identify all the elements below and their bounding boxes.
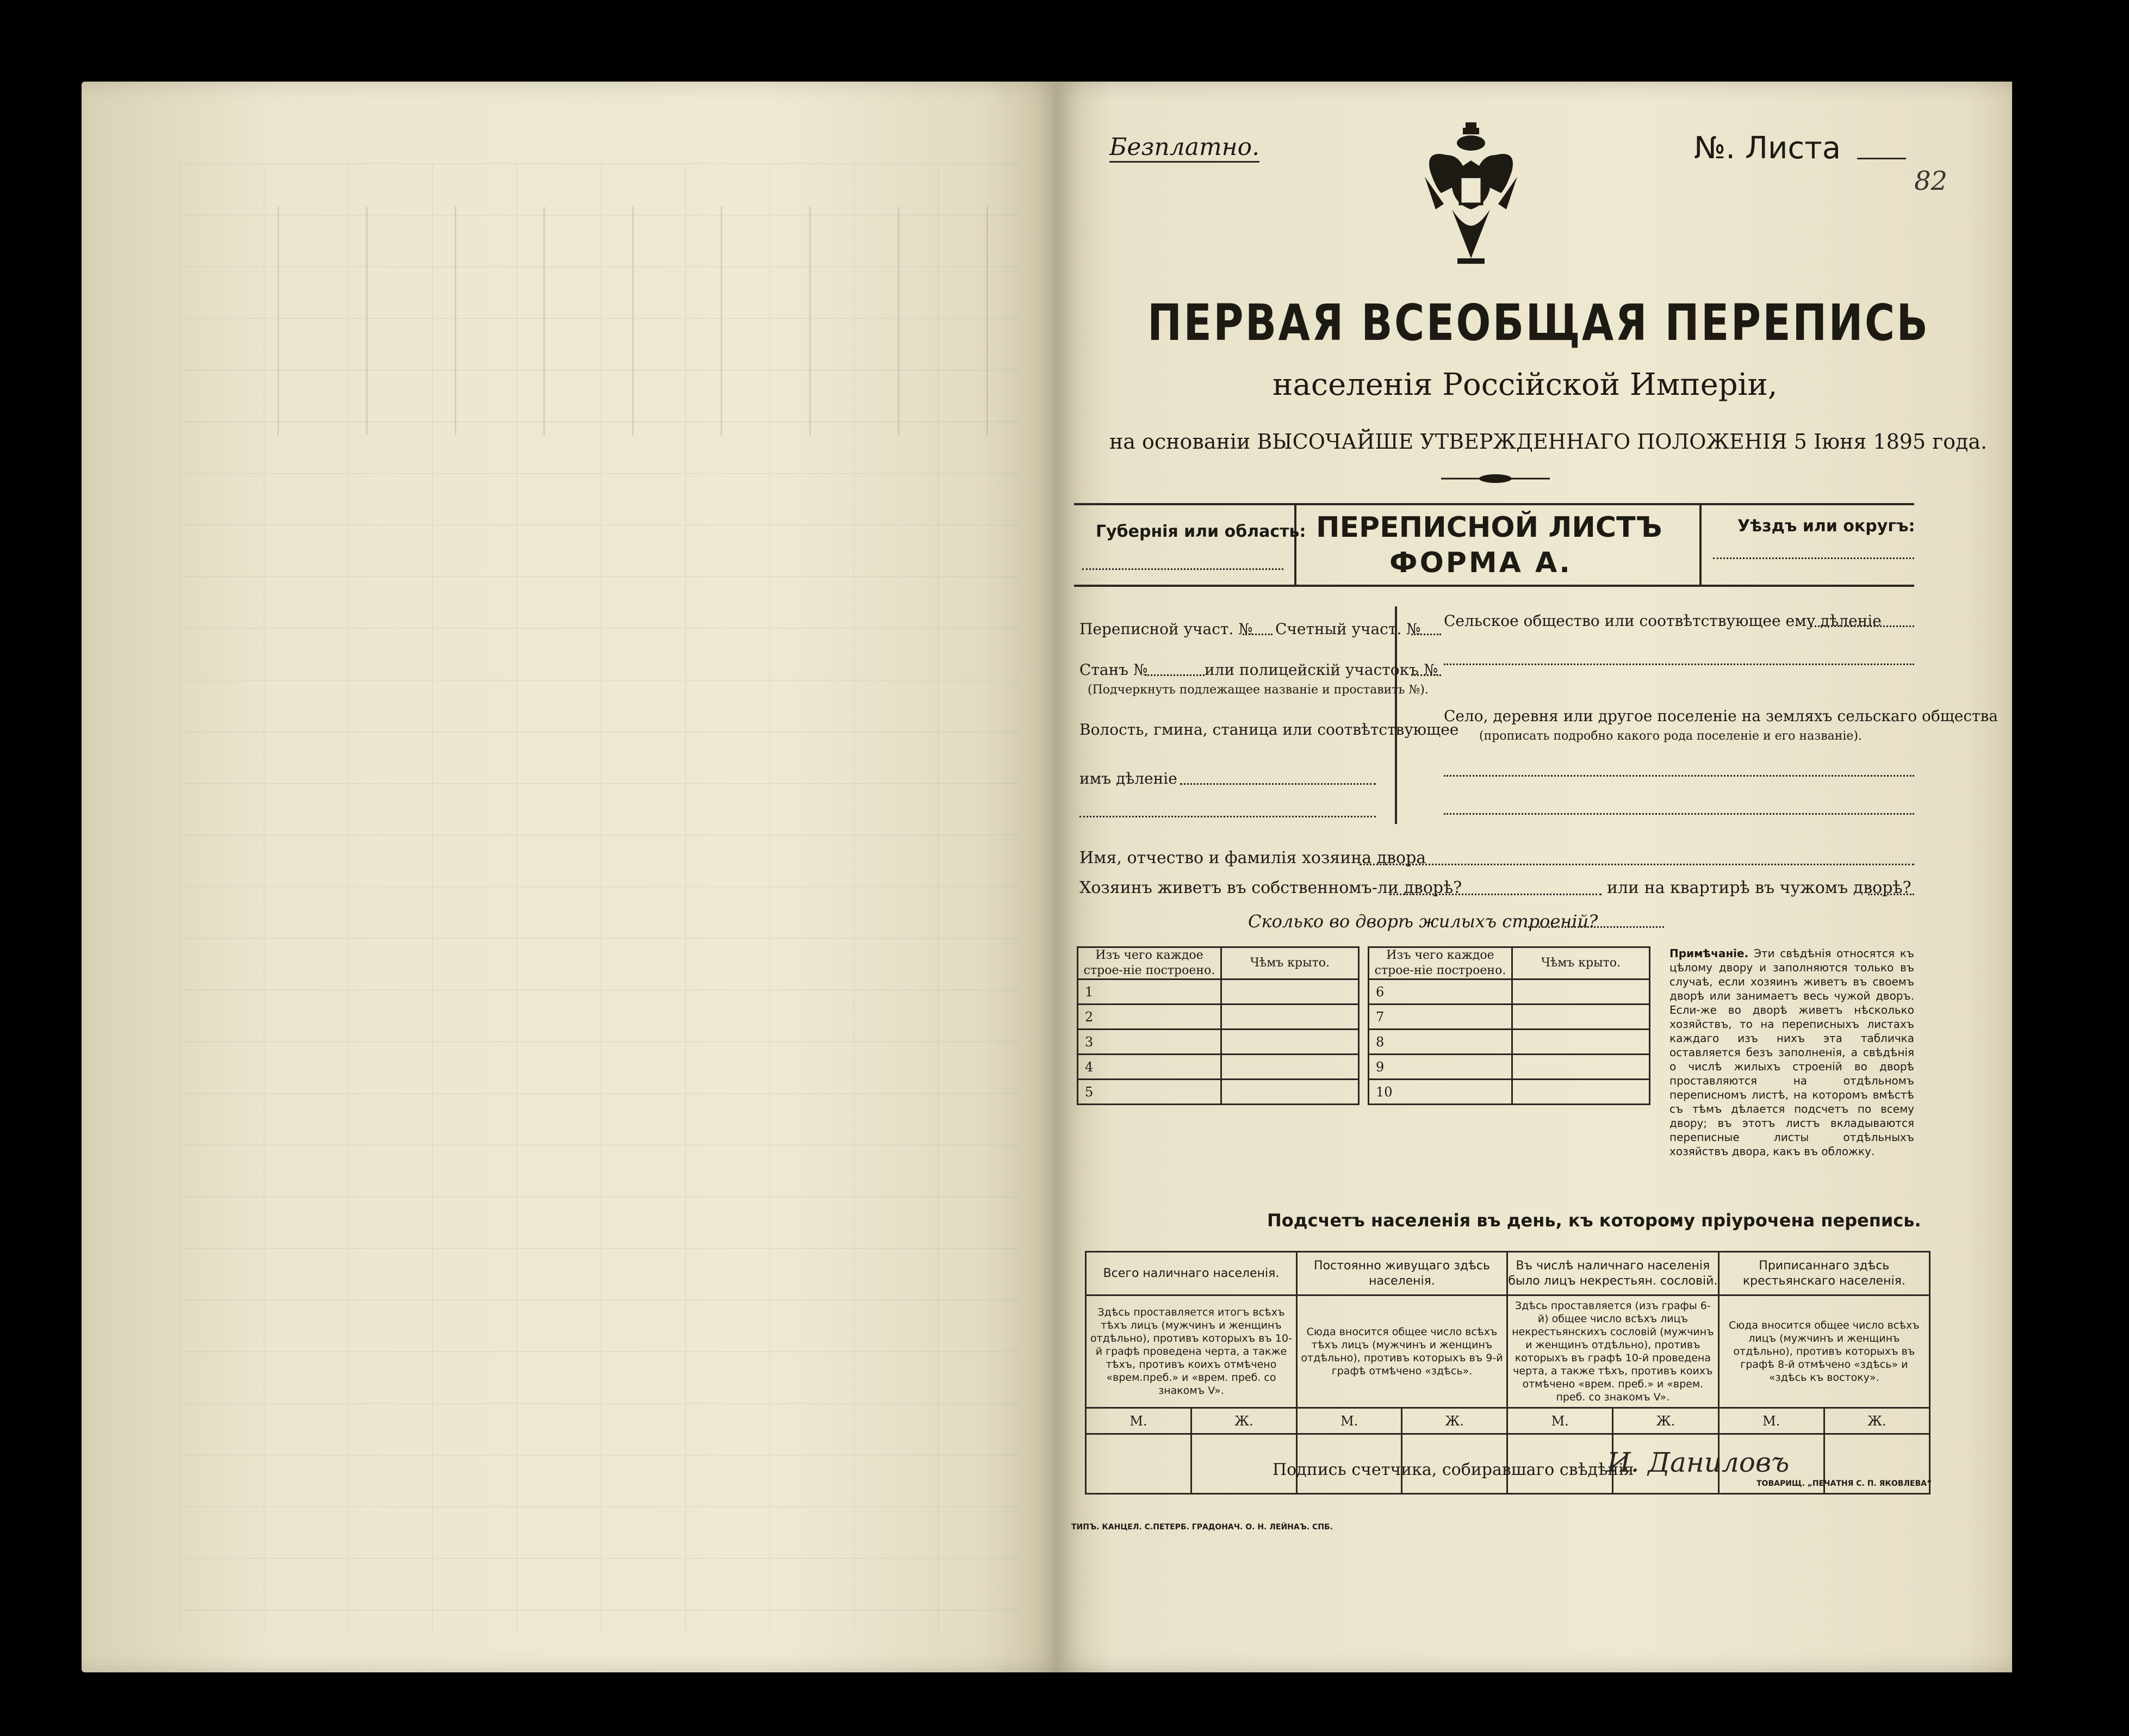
rural-society-field-1 xyxy=(1811,625,1914,627)
rural-society-field-2 xyxy=(1444,664,1914,665)
population-cell xyxy=(1086,1434,1191,1494)
census-form-page xyxy=(1055,82,2012,1672)
printer-imprint-left: ТИПЪ. КАНЦЕЛ. С.ПЕТЕРБ. ГРАДОНАЧ. О. Н. ЛЕЙНАЪ. СПБ. xyxy=(1071,1523,1333,1532)
volost-label: Волость, гмина, станица или соотвѣтствующее xyxy=(1079,721,1459,739)
buildings-note-heading: Примѣчаніе. xyxy=(1669,947,1749,960)
building-row-number: 3 xyxy=(1078,1030,1221,1055)
printer-imprint-right: ТОВАРИЩ. „ПЕЧАТНЯ С. П. ЯКОВЛЕВА“ xyxy=(1756,1479,1932,1488)
imperial-eagle-emblem-icon xyxy=(1419,122,1523,275)
stan-label: Станъ № xyxy=(1079,661,1148,679)
population-col-title: Всего наличнаго населенія. xyxy=(1086,1252,1297,1295)
village-label: Село, деревня или другое поселеніе на земляхъ сельскаго общества xyxy=(1444,707,1998,725)
building-row-number: 10 xyxy=(1369,1080,1512,1105)
male-header: М. xyxy=(1296,1408,1401,1434)
owner-name-label: Имя, отчество и фамилія хозяина двора xyxy=(1079,848,1426,867)
buildings-note-text: Эти свѣдѣнія относятся къ цѣлому двору и заполняются только въ случаѣ, если хозяинъ живетъ въ своемъ дворѣ или занимаетъ весь чужой дворъ. Если-же во дворѣ живетъ нѣсколько хозяйствъ, то на переписныхъ листахъ каждаго изъ нихъ эта табличка оставляется безъ заполненія, а свѣдѣнія о числѣ жилыхъ строеній во дворѣ проставляются на отдѣльномъ переписномъ листѣ, на которомъ вмѣстѣ съ тѣмъ дѣлается подсчетъ по всему двору; въ этотъ листъ вкладываются переписные листы отдѣльныхъ хозяйствъ двора, какъ въ обложку. xyxy=(1669,947,1915,1158)
building-row-number: 8 xyxy=(1369,1030,1512,1055)
population-col-desc: Здѣсь проставляется итогъ всѣхъ тѣхъ лицъ (мужчинъ и женщинъ отдѣльно), противъ которыхъ въ 10-й графѣ проведена черта, а также тѣхъ, противъ коихъ отмѣчено «врем.преб.» и «врем. преб. со знакомъ V». xyxy=(1086,1295,1297,1408)
male-header: М. xyxy=(1718,1408,1824,1434)
village-field-2 xyxy=(1444,813,1914,815)
population-col-title: Постоянно живущаго здѣсь населенія. xyxy=(1296,1252,1507,1295)
left-page-ruled-grid xyxy=(179,163,1017,1632)
building-row-number: 6 xyxy=(1369,979,1512,1005)
form-title-line-1: ПЕРЕПИСНОЙ ЛИСТЪ xyxy=(1316,511,1662,544)
fields-column-divider xyxy=(1395,606,1397,824)
building-row-number: 2 xyxy=(1078,1005,1221,1030)
building-row-number: 9 xyxy=(1369,1055,1512,1080)
male-header: М. xyxy=(1507,1408,1613,1434)
population-col-title: Въ числѣ наличнаго населенія было лицъ некрестьян. сословій. xyxy=(1507,1252,1719,1295)
sheet-number-field xyxy=(1857,133,1906,159)
volost-field-2 xyxy=(1079,816,1376,817)
owner-lives-own-field xyxy=(1389,894,1602,895)
district-field xyxy=(1713,557,1914,559)
population-col-title: Приписаннаго здѣсь крестьянскаго населенія. xyxy=(1718,1252,1929,1295)
document-title: ПЕРВАЯ ВСЕОБЩАЯ ПЕРЕПИСЬ xyxy=(1147,294,1930,352)
document-subtitle: населенія Россійской Имперіи, xyxy=(1273,367,1778,402)
male-header: М. xyxy=(1086,1408,1191,1434)
owner-lives-other-field xyxy=(1868,894,1914,895)
census-area-field xyxy=(1243,634,1273,635)
female-header: Ж. xyxy=(1191,1408,1296,1434)
police-area-label: или полицейскій участокъ № xyxy=(1205,661,1438,679)
female-header: Ж. xyxy=(1824,1408,1929,1434)
sheet-number-label: №. Листа xyxy=(1694,131,1841,166)
village-note: (прописать подробно какого рода поселеніе и его названіе). xyxy=(1479,729,1862,743)
free-label: Безплатно. xyxy=(1109,133,1259,163)
form-header-divider-left xyxy=(1294,503,1296,585)
buildings-question-field xyxy=(1528,926,1664,928)
ornament-divider-icon xyxy=(1441,470,1550,487)
buildings-table-right xyxy=(1368,946,1650,1105)
buildings-table-left xyxy=(1077,946,1360,1105)
count-area-field xyxy=(1411,634,1441,635)
volost-division-label: имъ дѣленіе xyxy=(1079,770,1177,788)
district-label: Уѣздъ или округъ: xyxy=(1737,517,1915,536)
legal-basis: на основаніи ВЫСОЧАЙШЕ УТВЕРЖДЕННАГО ПОЛОЖЕНІЯ 5 Іюня 1895 года. xyxy=(1109,430,1988,454)
population-col-desc: Здѣсь проставляется (изъ графы 6-й) общее число всѣхъ лицъ некрестьянскихъ сословій (мужчинъ и женщинъ отдѣльно), противъ которыхъ въ графѣ 10-й проведена черта, а также тѣхъ, противъ коихъ отмѣчено «врем. преб.» и «врем. преб. со знакомъ V». xyxy=(1507,1295,1719,1408)
female-header: Ж. xyxy=(1402,1408,1507,1434)
owner-name-field xyxy=(1360,864,1914,865)
building-row-number: 5 xyxy=(1078,1080,1221,1105)
female-header: Ж. xyxy=(1613,1408,1718,1434)
census-area-label: Переписной участ. № xyxy=(1079,620,1253,638)
buildings-col-material: Изъ чего каждое строе-ніе построено. xyxy=(1369,947,1512,979)
buildings-question: Сколько во дворѣ жилыхъ строеній? xyxy=(1248,911,1598,932)
volost-field-1 xyxy=(1180,783,1376,785)
population-col-desc: Сюда вносится общее число всѣхъ лицъ (мужчинъ и женщинъ отдѣльно), противъ которыхъ въ графѣ 8-й отмѣчено «здѣсь» и «здѣсь къ востоку». xyxy=(1718,1295,1929,1408)
owner-lives-own-label: Хозяинъ живетъ въ собственномъ-ли дворѣ? xyxy=(1079,878,1462,897)
buildings-note xyxy=(1669,946,1914,1158)
population-col-desc: Сюда вносится общее число всѣхъ тѣхъ лицъ (мужчинъ и женщинъ отдѣльно), противъ которыхъ въ 9-й графѣ отмѣчено «здѣсь». xyxy=(1296,1295,1507,1408)
form-title-line-2: ФОРМА А. xyxy=(1389,547,1572,579)
buildings-col-material: Изъ чего каждое строе-ніе построено. xyxy=(1078,947,1221,979)
buildings-col-roof: Чѣмъ крыто. xyxy=(1512,947,1650,979)
left-page xyxy=(82,82,1060,1672)
province-field xyxy=(1082,568,1283,570)
count-area-label: Счетный участ. № xyxy=(1275,620,1421,638)
stan-field xyxy=(1145,674,1205,676)
form-header-bottom-rule xyxy=(1074,585,1914,587)
police-area-field xyxy=(1411,674,1441,676)
buildings-col-roof: Чѣмъ крыто. xyxy=(1221,947,1359,979)
signature-handwritten: И. Даниловъ xyxy=(1607,1447,1790,1478)
owner-lives-other-label: или на квартирѣ въ чужомъ дворѣ? xyxy=(1607,878,1911,897)
form-header-divider-right xyxy=(1699,503,1702,585)
population-table xyxy=(1085,1251,1931,1495)
building-row-number: 1 xyxy=(1078,979,1221,1005)
underline-note: (Подчеркнуть подлежащее названіе и проставить №). xyxy=(1088,683,1429,697)
sheet-number-handwritten: 82 xyxy=(1914,166,1948,196)
province-label: Губернія или область: xyxy=(1096,522,1306,541)
population-heading: Подсчетъ населенія въ день, къ которому пріурочена перепись. xyxy=(1267,1210,1921,1231)
building-row-number: 7 xyxy=(1369,1005,1512,1030)
rural-society-label: Сельское общество или соотвѣтствующее ему дѣленіе xyxy=(1444,612,1882,630)
signature-label: Подпись счетчика, собиравшаго свѣдѣнія xyxy=(1273,1460,1634,1479)
form-header-top-rule xyxy=(1074,503,1914,505)
village-field-1 xyxy=(1444,775,1914,777)
building-row-number: 4 xyxy=(1078,1055,1221,1080)
